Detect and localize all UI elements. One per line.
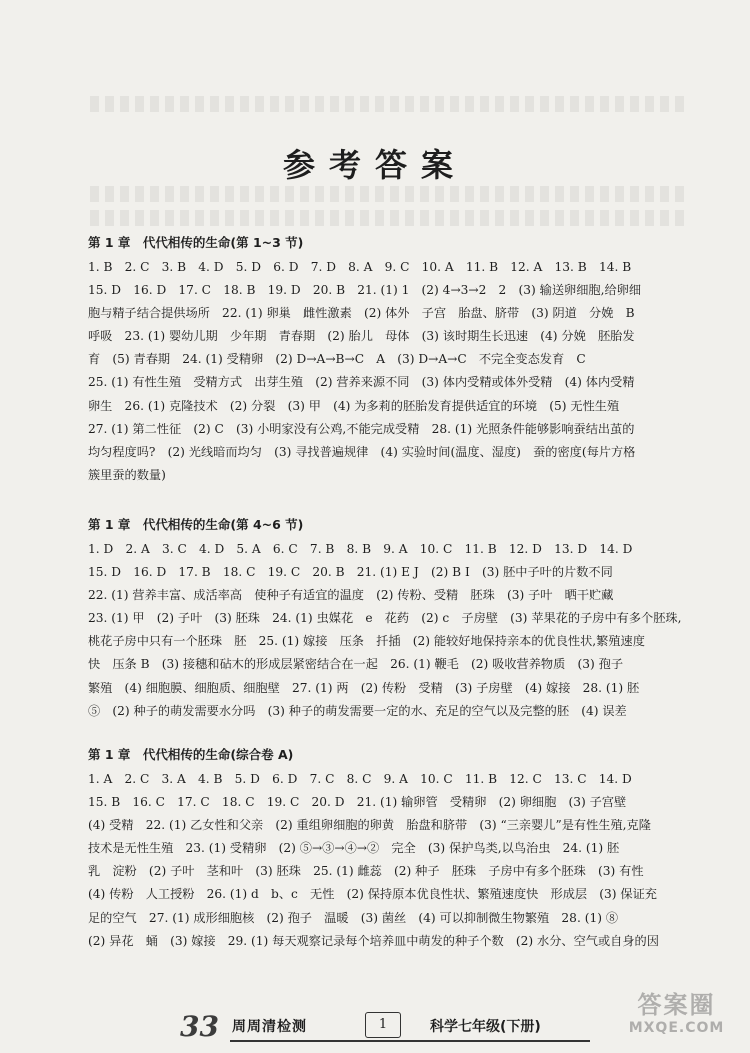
bleed-through-text [90,96,690,112]
brand-name: 周周清检测 [232,1019,307,1035]
answer-line: 22. (1) 营养丰富、成活率高 使种子有适宜的温度 (2) 传粉、受精 胚珠 (3) 子叶 晒干贮藏 [88,588,614,603]
section-chapter1-review-a [88,744,668,953]
page-footer [180,1010,590,1043]
bleed-through-text [90,186,690,202]
answer-line: 15. B 16. C 17. C 18. C 19. C 20. D 21. (1) 输卵管 受精卵 (2) 卵细胞 (3) 子宫壁 [88,795,627,810]
answer-line: 快 压条 B (3) 接穗和砧木的形成层紧密结合在一起 26. (1) 鞭毛 (2) 吸收营养物质 (3) 孢子 [88,657,624,672]
answer-line: 乳 淀粉 (2) 子叶 茎和叶 (3) 胚珠 25. (1) 雌蕊 (2) 种子 胚珠 子房中有多个胚珠 (3) 有性 [88,864,644,879]
answer-line: 育 (5) 青春期 24. (1) 受精卵 (2) D→A→B→C A (3) D→A→C 不完全变态发育 C [88,352,586,367]
site-watermark [609,985,744,1045]
answer-line: 卵生 26. (1) 克隆技术 (2) 分裂 (3) 甲 (4) 为多莉的胚胎发育提供适宜的环境 (5) 无性生殖 [88,398,620,413]
answer-line: 足的空气 27. (1) 成形细胞核 (2) 孢子 温暖 (3) 菌丝 (4) 可以抑制微生物繁殖 28. (1) ⑧ [88,910,619,925]
answer-line: 15. D 16. D 17. C 18. B 19. D 20. B 21. (1) 1 (2) 4→3→2 2 (3) 输送卵细胞,给卵细 [88,283,642,298]
section-heading: 第 1 章 代代相传的生命(第 1~3 节) [88,235,304,250]
answer-line: (4) 传粉 人工授粉 26. (1) d b、c 无性 (2) 保持原本优良性状、繁殖速度快 形成层 (3) 保证充 [88,887,657,902]
answer-line: 1. D 2. A 3. C 4. D 5. A 6. C 7. B 8. B 9. A 10. C 11. B 12. D 13. D 14. D [88,542,633,556]
answer-line: 均匀程度吗? (2) 光线暗而均匀 (3) 寻找普遍规律 (4) 实验时间(温度、湿度) 蚕的密度(每片方格 [88,444,636,459]
section-heading: 第 1 章 代代相传的生命(第 4~6 节) [88,517,304,532]
watermark-title: 答案圈 [637,991,716,1019]
page-number: 1 [365,1012,401,1038]
answer-line: 呼吸 23. (1) 婴幼儿期 少年期 青春期 (2) 胎儿 母体 (3) 该时期生长迅速 (4) 分娩 胚胎发 [88,329,635,344]
answer-line: 胞与精子结合提供场所 22. (1) 卵巢 雌性激素 (2) 体外 子宫 胎盘、脐带 (3) 阴道 分娩 B [88,306,635,321]
bleed-through-text [90,210,690,226]
answer-line: (4) 受精 22. (1) 乙女性和父亲 (2) 重组卵细胞的卵黄 胎盘和脐带 (3) “三亲婴儿”是有性生殖,克隆 [88,818,651,833]
brand-logo: 33 [180,1010,219,1043]
answer-line: 15. D 16. D 17. B 18. C 19. C 20. B 21. (1) E J (2) B I (3) 胚中子叶的片数不同 [88,565,613,580]
answer-line: (2) 异花 蛹 (3) 嫁接 29. (1) 每天观察记录每个培养皿中萌发的种子个数 (2) 水分、空气或自身的因 [88,933,659,948]
answer-line: 27. (1) 第二性征 (2) C (3) 小明家没有公鸡,不能完成受精 28. (1) 光照条件能够影响蚕结出茧的 [88,421,635,436]
section-heading: 第 1 章 代代相传的生命(综合卷 A) [88,747,294,762]
section-chapter1-part1 [88,232,668,487]
answer-line: 25. (1) 有性生殖 受精方式 出芽生殖 (2) 营养来源不同 (3) 体内受精或体外受精 (4) 体内受精 [88,375,635,390]
answer-line: 1. B 2. C 3. B 4. D 5. D 6. D 7. D 8. A 9. C 10. A 11. B 12. A 13. B 14. B [88,260,632,274]
answer-line: 23. (1) 甲 (2) 子叶 (3) 胚珠 24. (1) 虫媒花 e 花药 (2) c 子房壁 (3) 苹果花的子房中有多个胚珠, [88,611,682,626]
answer-line: 1. A 2. C 3. A 4. B 5. D 6. D 7. C 8. C 9. A 10. C 11. B 12. C 13. C 14. D [88,772,632,786]
answer-line: ⑤ (2) 种子的萌发需要水分吗 (3) 种子的萌发需要一定的水、充足的空气以及完整的胚 (4) 误差 [88,703,627,718]
watermark-domain: MXQE.COM [628,1020,725,1036]
answer-line: 桃花子房中只有一个胚珠 胚 25. (1) 嫁接 压条 扦插 (2) 能较好地保持亲本的优良性状,繁殖速度 [88,634,645,649]
page-title: 参考答案 [282,146,467,184]
answer-line: 技术是无性生殖 23. (1) 受精卵 (2) ⑤→③→④→② 完全 (3) 保护鸟类,以鸟治虫 24. (1) 胚 [88,841,620,856]
footer-divider [230,1040,590,1042]
answer-line: 簇里蚕的数量) [88,467,166,482]
subject-label: 科学七年级(下册) [430,1019,541,1035]
section-chapter1-part2 [88,514,682,723]
answer-line: 繁殖 (4) 细胞膜、细胞质、细胞壁 27. (1) 两 (2) 传粉 受精 (3) 子房壁 (4) 嫁接 28. (1) 胚 [88,680,640,695]
